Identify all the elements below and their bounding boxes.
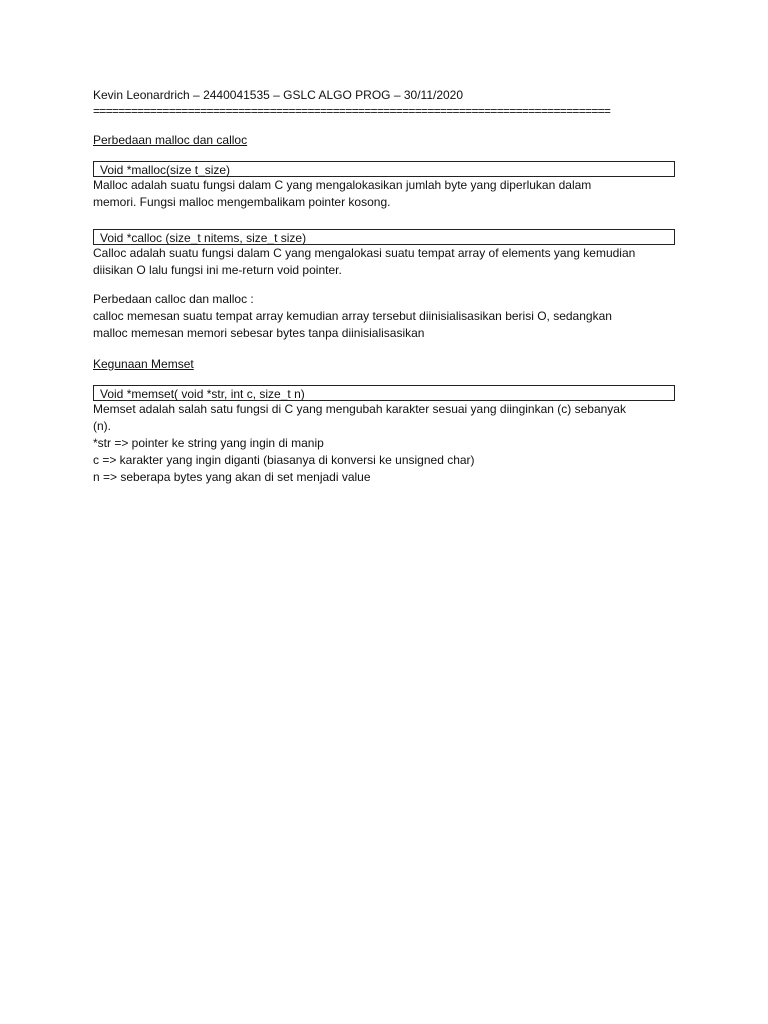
- malloc-signature: Void *malloc(size t_size): [100, 163, 231, 177]
- document-body: [93, 87, 675, 486]
- calloc-signature-box: [93, 229, 675, 245]
- memset-param-n: n => seberapa bytes yang akan di set menjadi value: [93, 470, 371, 484]
- memset-description: [93, 401, 675, 486]
- calloc-signature: Void *calloc (size_t nitems, size_t size): [100, 231, 307, 245]
- malloc-signature-box: [93, 161, 675, 177]
- calloc-desc-line-2: diisikan O lalu fungsi ini me-return void pointer.: [93, 263, 342, 277]
- difference-desc-line-1: calloc memesan suatu tempat array kemudian array tersebut diinisialisasikan berisi O, sedangkan: [93, 309, 612, 323]
- memset-param-str: *str => pointer ke string yang ingin di manip: [93, 436, 324, 450]
- memset-signature: Void *memset( void *str, int c, size_t n): [100, 387, 305, 401]
- memset-signature-box: [93, 385, 675, 401]
- section-heading-malloc-calloc: Perbedaan malloc dan calloc: [93, 133, 248, 147]
- memset-desc-line-2: (n).: [93, 419, 111, 433]
- malloc-desc-line-2: memori. Fungsi malloc mengembalikam pointer kosong.: [93, 195, 391, 209]
- document-title: Kevin Leonardrich – 2440041535 – GSLC ALGO PROG – 30/11/2020: [93, 88, 464, 102]
- malloc-description: [93, 177, 675, 211]
- memset-param-c: c => karakter yang ingin diganti (biasanya di konversi ke unsigned char): [93, 453, 475, 467]
- malloc-desc-line-1: Malloc adalah suatu fungsi dalam C yang mengalokasikan jumlah byte yang diperlukan dalam: [93, 178, 592, 192]
- calloc-description: [93, 245, 675, 279]
- calloc-desc-line-1: Calloc adalah suatu fungsi dalam C yang mengalokasi suatu tempat array of elements yang kemudian: [93, 246, 636, 260]
- difference-desc-line-2: malloc memesan memori sebesar bytes tanpa diinisialisasikan: [93, 326, 425, 340]
- difference-description: [93, 308, 675, 342]
- section-heading-memset: Kegunaan Memset: [93, 357, 194, 371]
- difference-heading: Perbedaan calloc dan malloc :: [93, 292, 254, 306]
- memset-desc-line-1: Memset adalah salah satu fungsi di C yang mengubah karakter sesuai yang diinginkan (c) sebanyak: [93, 402, 626, 416]
- separator-line: ==================================================================================: [93, 104, 611, 118]
